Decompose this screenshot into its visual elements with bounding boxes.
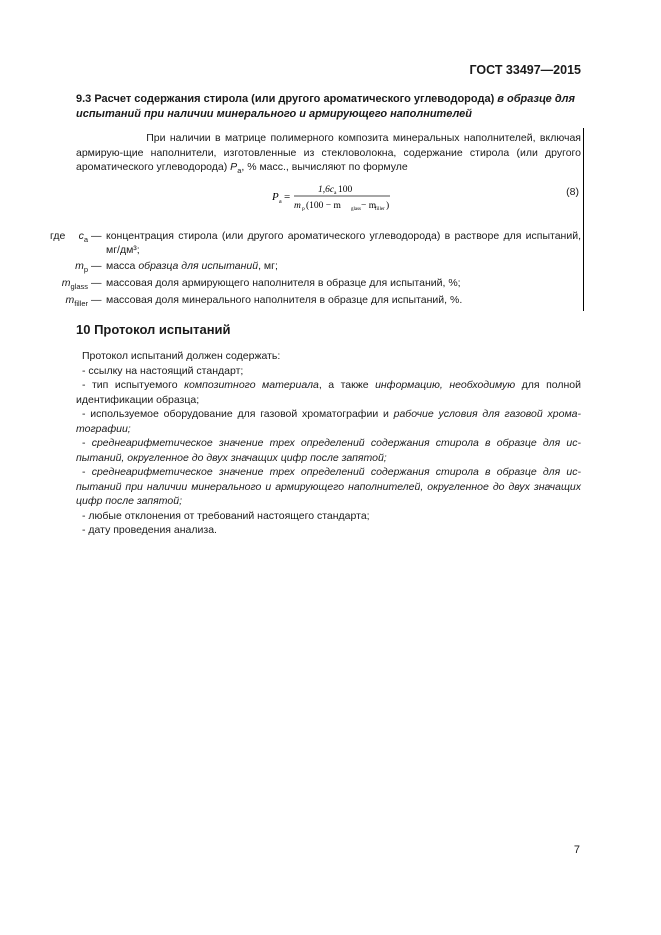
- change-bar: [583, 128, 584, 311]
- standard-code: ГОСТ 33497—2015: [469, 63, 581, 77]
- formula-denom-rest: (100 − m: [306, 201, 341, 211]
- definition-symbol: $m_p$: [75, 260, 88, 275]
- formula-lhs-sub: a: [279, 199, 282, 205]
- definition-dash: —: [91, 230, 102, 242]
- intro-paragraph: [76, 131, 581, 179]
- intro-symbol-sub: a: [237, 166, 242, 176]
- definition-text: массовая доля минерального наполнителя в образце для испытаний, %.: [106, 294, 463, 306]
- formula-filler-sub: filler: [375, 207, 385, 212]
- definition-text: масса образца для испытаний, мг;: [106, 260, 278, 272]
- list-intro: Протокол испытаний должен содержать:: [82, 350, 281, 362]
- formula-equals: =: [284, 191, 291, 203]
- definition-dash: —: [91, 260, 102, 272]
- list-item: - ссылку на настоящий стандарт;: [82, 364, 244, 377]
- heading-bold-part: 9.3 Расчет содержания стирола (или другого ароматического углеводорода): [76, 93, 495, 105]
- definition-text: массовая доля армирующего наполнителя в образце для испытаний, %;: [106, 277, 461, 289]
- list-item: - любые отклонения от требований настоящего стандарта;: [82, 509, 370, 522]
- definition-dash: —: [91, 277, 102, 289]
- formula-numerator-sub: a: [334, 190, 337, 196]
- formula-numerator-tail: 100: [338, 185, 353, 195]
- formula-close: ): [386, 201, 390, 211]
- intro-symbol: P: [230, 161, 238, 173]
- formula-8: [272, 178, 392, 214]
- formula-glass-sub: glass: [351, 207, 361, 212]
- section-9-3-heading: [76, 92, 581, 122]
- where-word: где: [50, 230, 66, 242]
- section-10-heading: 10 Протокол испытаний: [76, 322, 231, 337]
- list-item: - среднеарифметическое значение трех определений содержания стирола в образце для ис-пытаний, округленное до двух значащих цифр после запятой;: [76, 437, 581, 464]
- definition-text: концентрация стирола (или другого ароматического углеводорода) в растворе для испытаний, мг/дм³;: [106, 230, 581, 256]
- definition-symbol: $m_{filler}$: [65, 294, 88, 309]
- formula-lhs: P: [272, 191, 279, 203]
- report-requirements-list: [76, 349, 581, 538]
- definition-row: [0, 230, 661, 260]
- formula-denom-m-sub: p: [302, 206, 305, 212]
- list-item: - используемое оборудование для газовой хроматографии и рабочие условия для газовой хрома-тографии;: [76, 408, 581, 435]
- intro-text-1: При наличии в матрице полимерного композита минеральных наполнителей, включая армирую-щие наполнители, изготовленные из стекловолокна, содержание стирола (или другого ароматического углеводорода): [76, 132, 581, 173]
- intro-text-2: , % масс., вычисляют по формуле: [241, 161, 408, 173]
- definition-symbol: $m_{glass}$: [61, 277, 88, 292]
- equation-number: (8): [566, 186, 579, 198]
- list-item: - тип испытуемого композитного материала, а также информацию, необходимую для полной идентификации образца;: [76, 379, 582, 406]
- list-item: - среднеарифметическое значение трех определений содержания стирола в образце для ис-пытаний при наличии минерального и армирующего наполнителей, округленное до двух значащих цифр после запятой;: [76, 466, 581, 507]
- formula-numerator: 1,6c: [318, 185, 335, 195]
- formula-denom-m: m: [294, 201, 301, 211]
- formula-minus: − m: [361, 201, 377, 211]
- definition-dash: —: [91, 294, 102, 306]
- heading-italic-part: в образце для испытаний при наличии минерального и армирующего наполнителей: [76, 93, 575, 120]
- page-number: 7: [573, 844, 580, 856]
- definition-symbol: $c_a$: [78, 230, 88, 245]
- list-item: - дату проведения анализа.: [82, 524, 217, 536]
